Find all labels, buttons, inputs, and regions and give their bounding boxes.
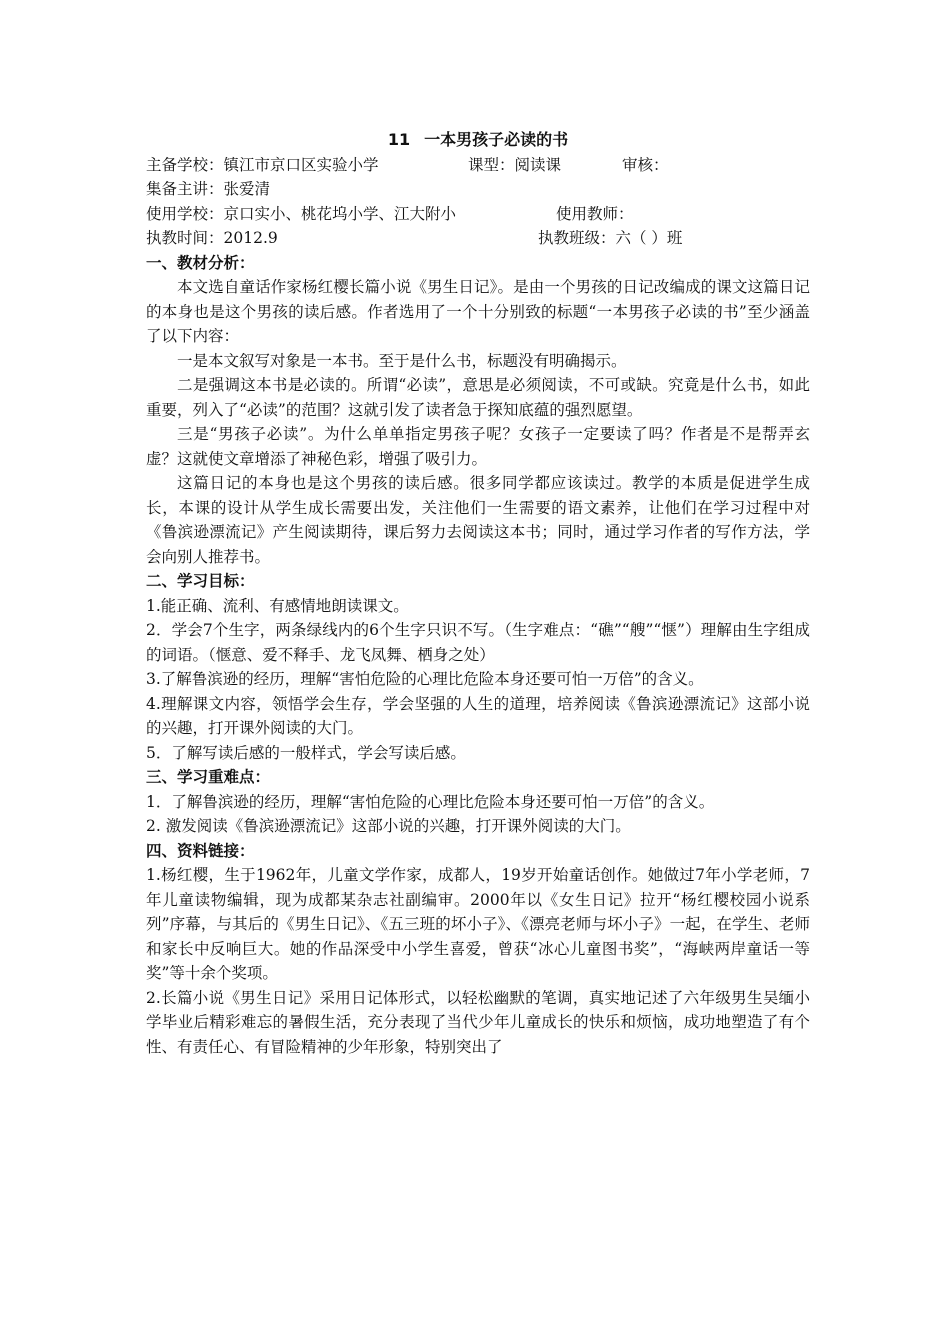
paragraph: 这篇日记的本身也是这个男孩的读后感。很多同学都应该读过。教学的本质是促进学生成长，本课的设计从学生成长需要出发，关注他们一生需要的语文素养，让他们在学习过程中对《鲁滨逊漂流记》产生阅读期待，课后努力去阅读这本书；同时，通过学习作者的写作方法，学会向别人推荐书。: [146, 474, 810, 566]
list-item: 1.能正确、流利、有感情地朗读课文。: [146, 596, 409, 615]
list-item: 4.理解课文内容，领悟学会生存，学会坚强的人生的道理，培养阅读《鲁滨逊漂流记》这部小说的兴趣，打开课外阅读的大门。: [146, 694, 810, 737]
paragraph: 本文选自童话作家杨红樱长篇小说《男生日记》。是由一个男孩的日记改编成的课文这篇日记的本身也是这个男孩的读后感。作者选用了一个十分别致的标题“一本男孩子必读的书”至少涵盖了以下内容：: [146, 278, 810, 345]
section-heading: 四、资料链接：: [146, 841, 255, 860]
meta-row-using: [146, 202, 810, 227]
paragraph: 二是强调这本书是必读的。所谓“必读”，意思是必须阅读，不可或缺。究竟是什么书，如此重要，列入了“必读”的范围？这就引发了读者急于探知底蕴的强烈愿望。: [146, 376, 810, 419]
page-title: [146, 128, 810, 153]
document-body: [146, 128, 810, 1059]
meta-row-school: [146, 153, 810, 178]
paragraph: 一是本文叙写对象是一本书。至于是什么书，标题没有明确揭示。: [177, 351, 627, 370]
prep-school: 主备学校：镇江市京口区实验小学: [146, 155, 379, 174]
lesson-number: 11: [387, 130, 411, 149]
section-heading: 三、学习重难点：: [146, 768, 271, 786]
teaching-class: 执教班级：六（ ）班: [538, 229, 683, 247]
meta-row-lead: [146, 177, 810, 202]
section-heading: 一、教材分析：: [146, 253, 255, 272]
using-teacher: 使用教师：: [556, 204, 634, 223]
list-item: 2．学会7个生字，两条绿线内的6个生字只识不写。（生字难点：“礁”“艘”“惬”）理解由生字组成的词语。（惬意、爱不释手、龙飞凤舞、栖身之处）: [146, 621, 810, 664]
list-item: 3.了解鲁滨逊的经历，理解“害怕危险的心理比危险本身还要可怕一万倍”的含义。: [146, 670, 704, 688]
using-schools: 使用学校：京口实小、桃花坞小学、江大附小: [146, 204, 457, 223]
list-item: 2.长篇小说《男生日记》采用日记体形式，以轻松幽默的笔调，真实地记述了六年级男生吴缅小学毕业后精彩难忘的暑假生活，充分表现了当代少年儿童成长的快乐和烦恼，成功地塑造了有个性、有责任心、有冒险精神的少年形象，特别突出了: [146, 988, 810, 1056]
section-heading: 二、学习目标：: [146, 572, 255, 590]
list-item: 1.杨红樱，生于1962年，儿童文学作家，成都人，19岁开始童话创作。她做过7年小学老师，7年儿童读物编辑，现为成都某杂志社副编审。2000年以《女生日记》拉开“杨红樱校园小说系列”序幕，与其后的《男生日记》、《五三班的坏小子》、《漂亮老师与坏小子》一起，在学生、老师和家长中反响巨大。她的作品深受中小学生喜爱，曾获“冰心儿童图书奖”，“海峡两岸童话一等奖”等十余个奖项。: [146, 866, 810, 982]
list-item: 5．了解写读后感的一般样式，学会写读后感。: [146, 743, 466, 762]
lead-speaker: 集备主讲：张爱清: [146, 180, 271, 198]
list-item: 2. 激发阅读《鲁滨逊漂流记》这部小说的兴趣，打开课外阅读的大门。: [146, 817, 631, 835]
paragraph: 三是“男孩子必读”。为什么单单指定男孩子呢？女孩子一定要读了吗？作者是不是帮弄玄虚？这就使文章增添了神秘色彩，增强了吸引力。: [146, 425, 810, 468]
lesson-title: 一本男孩子必读的书: [424, 130, 569, 149]
lesson-type: 课型：阅读课: [468, 155, 562, 174]
teaching-time: 执教时间：2012.9: [146, 229, 278, 247]
list-item: 1．了解鲁滨逊的经历，理解“害怕危险的心理比危险本身还要可怕一万倍”的含义。: [146, 792, 715, 811]
meta-row-time: [146, 226, 810, 251]
review-field: 审核：: [622, 155, 669, 174]
